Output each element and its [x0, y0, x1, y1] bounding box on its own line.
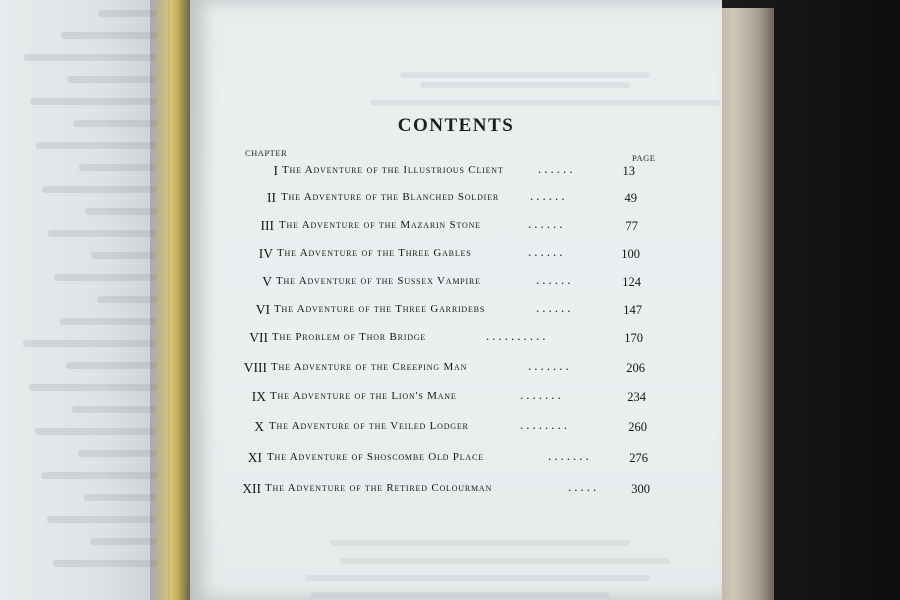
chapter-title: The Adventure of the Illustrious Client: [282, 164, 504, 176]
chapter-numeral: IX: [251, 389, 266, 404]
dot-leader: ......: [530, 188, 568, 203]
page-number: 260: [628, 420, 647, 434]
dot-leader: ........: [520, 417, 570, 432]
show-through-line: [310, 592, 610, 598]
faded-text-line: [72, 406, 158, 413]
faded-text-line: [30, 98, 158, 105]
faded-text-line: [90, 538, 158, 545]
toc-entry: [190, 330, 722, 350]
faded-text-line: [91, 252, 158, 259]
faded-text-line: [78, 450, 158, 457]
faded-text-line: [42, 186, 158, 193]
dot-leader: ......: [528, 216, 566, 231]
chapter-title: The Adventure of the Three Gables: [277, 247, 472, 259]
faded-text-line: [98, 10, 158, 17]
toc-entry: [190, 190, 722, 210]
faded-text-line: [84, 494, 158, 501]
chapter-title: The Adventure of the Three Garridebs: [274, 303, 486, 315]
show-through-line: [420, 82, 630, 88]
page-column-header: PAGE: [632, 153, 656, 163]
toc-entry: [190, 481, 722, 501]
show-through-line: [370, 100, 720, 106]
page-number: 13: [622, 164, 635, 178]
chapter-title: The Adventure of the Lion's Mane: [270, 390, 457, 402]
toc-entry: [190, 419, 722, 439]
page-number: 300: [631, 482, 650, 496]
chapter-title: The Adventure of the Veiled Lodger: [269, 420, 469, 432]
chapter-numeral: X: [254, 419, 264, 434]
chapter-title: The Adventure of the Mazarin Stone: [279, 219, 481, 231]
toc-entry: [190, 389, 722, 409]
show-through-line: [330, 540, 630, 546]
dot-leader: ......: [528, 244, 566, 259]
faded-text-line: [41, 472, 158, 479]
dot-leader: ......: [538, 161, 576, 176]
faded-text-line: [60, 318, 158, 325]
faded-text-line: [36, 142, 158, 149]
chapter-numeral: VIII: [243, 360, 267, 375]
page-number: 49: [624, 191, 637, 205]
faded-text-line: [23, 340, 158, 347]
chapter-numeral: II: [267, 190, 276, 205]
page-number: 276: [629, 451, 648, 465]
faded-text-line: [61, 32, 158, 39]
chapter-numeral: XI: [247, 450, 262, 465]
faded-text-line: [67, 76, 158, 83]
page-number: 100: [621, 247, 640, 261]
dot-leader: ......: [536, 300, 574, 315]
left-page: [0, 0, 168, 600]
chapter-title: The Adventure of Shoscombe Old Place: [267, 451, 484, 463]
faded-text-line: [79, 164, 158, 171]
left-page-faded-text: [0, 0, 168, 600]
page-number: 147: [623, 303, 642, 317]
toc-entry: [190, 218, 722, 238]
chapter-numeral: XII: [242, 481, 261, 496]
dot-leader: .......: [520, 387, 564, 402]
toc-entry: [190, 246, 722, 266]
chapter-title: The Problem of Thor Bridge: [272, 331, 427, 343]
page-number: 234: [627, 390, 646, 404]
dot-leader: ..........: [486, 328, 549, 343]
faded-text-line: [85, 208, 158, 215]
dot-leader: ......: [536, 272, 574, 287]
chapter-numeral: IV: [258, 246, 273, 261]
faded-text-line: [24, 54, 158, 61]
toc-entry: [190, 360, 722, 380]
faded-text-line: [54, 274, 158, 281]
show-through-line: [305, 575, 650, 581]
page-number: 170: [624, 331, 643, 345]
chapter-column-header: CHAPTER: [245, 148, 288, 158]
page-number: 77: [625, 219, 638, 233]
contents-heading: CONTENTS: [397, 115, 515, 136]
page-number: 206: [626, 361, 645, 375]
chapter-title: The Adventure of the Retired Colourman: [265, 482, 493, 494]
chapter-numeral: I: [273, 163, 278, 178]
contents-page: [190, 0, 722, 600]
chapter-title: The Adventure of the Sussex Vampire: [276, 275, 481, 287]
faded-text-line: [29, 384, 158, 391]
chapter-numeral: III: [260, 218, 274, 233]
faded-text-line: [35, 428, 158, 435]
chapter-numeral: V: [262, 274, 272, 289]
chapter-numeral: VII: [249, 330, 268, 345]
faded-text-line: [73, 120, 158, 127]
faded-text-line: [97, 296, 158, 303]
toc-entry: [190, 274, 722, 294]
chapter-title: The Adventure of the Creeping Man: [271, 361, 468, 373]
page-number: 124: [622, 275, 641, 289]
faded-text-line: [53, 560, 158, 567]
chapter-title: The Adventure of the Blanched Soldier: [281, 191, 499, 203]
toc-entry: [190, 163, 722, 183]
faded-text-line: [66, 362, 158, 369]
dot-leader: .......: [528, 358, 572, 373]
dot-leader: .......: [548, 448, 592, 463]
dot-leader: .....: [568, 479, 600, 494]
show-through-line: [400, 72, 650, 78]
chapter-numeral: VI: [255, 302, 270, 317]
toc-entry: [190, 302, 722, 322]
faded-text-line: [47, 516, 158, 523]
toc-entry: [190, 450, 722, 470]
show-through-line: [340, 558, 670, 564]
faded-text-line: [48, 230, 158, 237]
